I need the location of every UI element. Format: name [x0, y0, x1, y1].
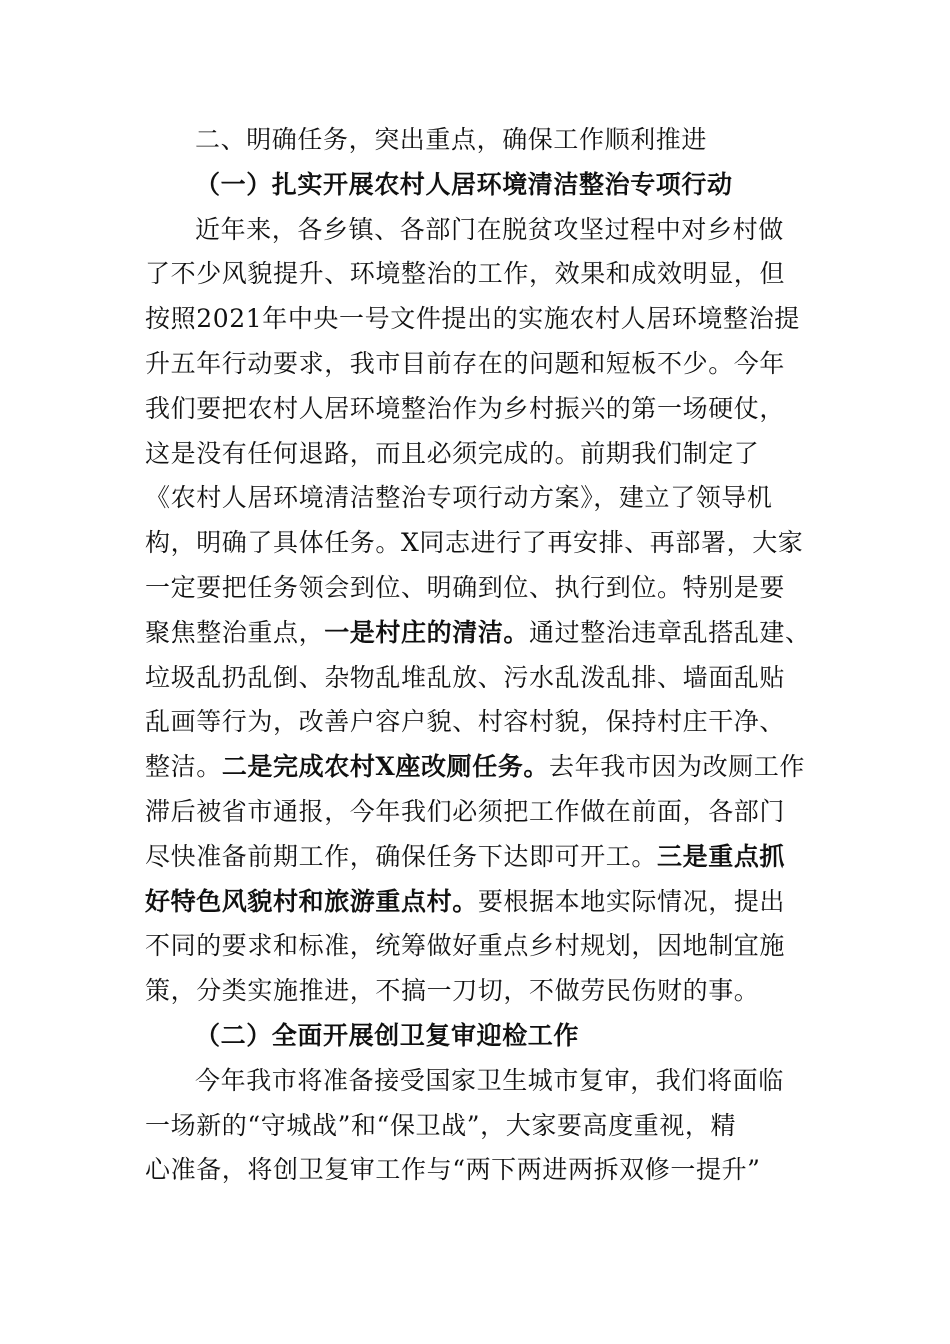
text-run: 整洁。 — [145, 752, 222, 782]
bold-point-1: 一是村庄的清洁。 — [324, 617, 530, 647]
text-run: 去年我市因为改厕工作 — [549, 752, 806, 782]
paragraph-line: 按照2021年中央一号文件提出的实施农村人居环境整治提 — [145, 304, 800, 334]
paragraph-line — [145, 611, 811, 656]
paragraph-line: 《农村人居环境清洁整治专项行动方案》，建立了领导机 — [145, 483, 773, 513]
paragraph-line: 这是没有任何退路，而且必须完成的。前期我们制定了 — [145, 438, 760, 468]
subsection-heading-1: （一）扎实开展农村人居环境清洁整治专项行动 — [195, 169, 733, 199]
paragraph-line: 今年我市将准备接受国家卫生城市复审，我们将面临 — [195, 1065, 784, 1095]
document-page — [145, 118, 811, 1193]
paragraph-line: 升五年行动要求，我市目前存在的问题和短板不少。今年 — [145, 348, 786, 378]
paragraph-line: 垃圾乱扔乱倒、杂物乱堆乱放、污水乱泼乱排、墙面乱贴 — [145, 662, 786, 692]
paragraph-line — [145, 880, 807, 925]
paragraph-line — [145, 745, 807, 790]
paragraph-line: 我们要把农村人居环境整治作为乡村振兴的第一场硬仗， — [145, 393, 786, 423]
text-run: 要根据本地实际情况，提出 — [477, 886, 786, 916]
subsection-heading-2: （二）全面开展创卫复审迎检工作 — [195, 1020, 580, 1050]
paragraph-line: 近年来，各乡镇、各部门在脱贫攻坚过程中对乡村做 — [195, 214, 784, 244]
paragraph-line: 构，明确了具体任务。X同志进行了再安排、再部署，大家 — [145, 528, 804, 558]
bold-point-3: 三是重点抓 — [657, 841, 786, 871]
paragraph-line — [145, 835, 807, 880]
paragraph-line: 滞后被省市通报，今年我们必须把工作做在前面，各部门 — [145, 796, 786, 826]
paragraph-line: 心准备，将创卫复审工作与“两下两进两拆双修一提升” — [145, 1155, 761, 1185]
paragraph-line: 了不少风貌提升、环境整治的工作，效果和成效明显，但 — [145, 259, 786, 289]
paragraph-line: 乱画等行为，改善户容户貌、村容村貌，保持村庄干净、 — [145, 707, 786, 737]
text-run: 聚焦整治重点， — [145, 617, 325, 647]
bold-point-2: 二是完成农村X座改厕任务。 — [221, 752, 550, 782]
paragraph-line: 一定要把任务领会到位、明确到位、执行到位。特别是要 — [145, 572, 786, 602]
text-run: 通过整治违章乱搭乱建、 — [529, 617, 811, 647]
section-heading: 二、明确任务，突出重点，确保工作顺利推进 — [195, 125, 708, 154]
paragraph-line: 策，分类实施推进，不搞一刀切，不做劳民伤财的事。 — [145, 976, 760, 1006]
bold-point-3-cont: 好特色风貌村和旅游重点村。 — [145, 886, 478, 916]
paragraph-line: 一场新的“守城战”和“保卫战”，大家要高度重视，精 — [145, 1110, 737, 1140]
text-run: 尽快准备前期工作，确保任务下达即可开工。 — [145, 841, 658, 871]
paragraph-line: 不同的要求和标准，统筹做好重点乡村规划，因地制宜施 — [145, 931, 786, 961]
